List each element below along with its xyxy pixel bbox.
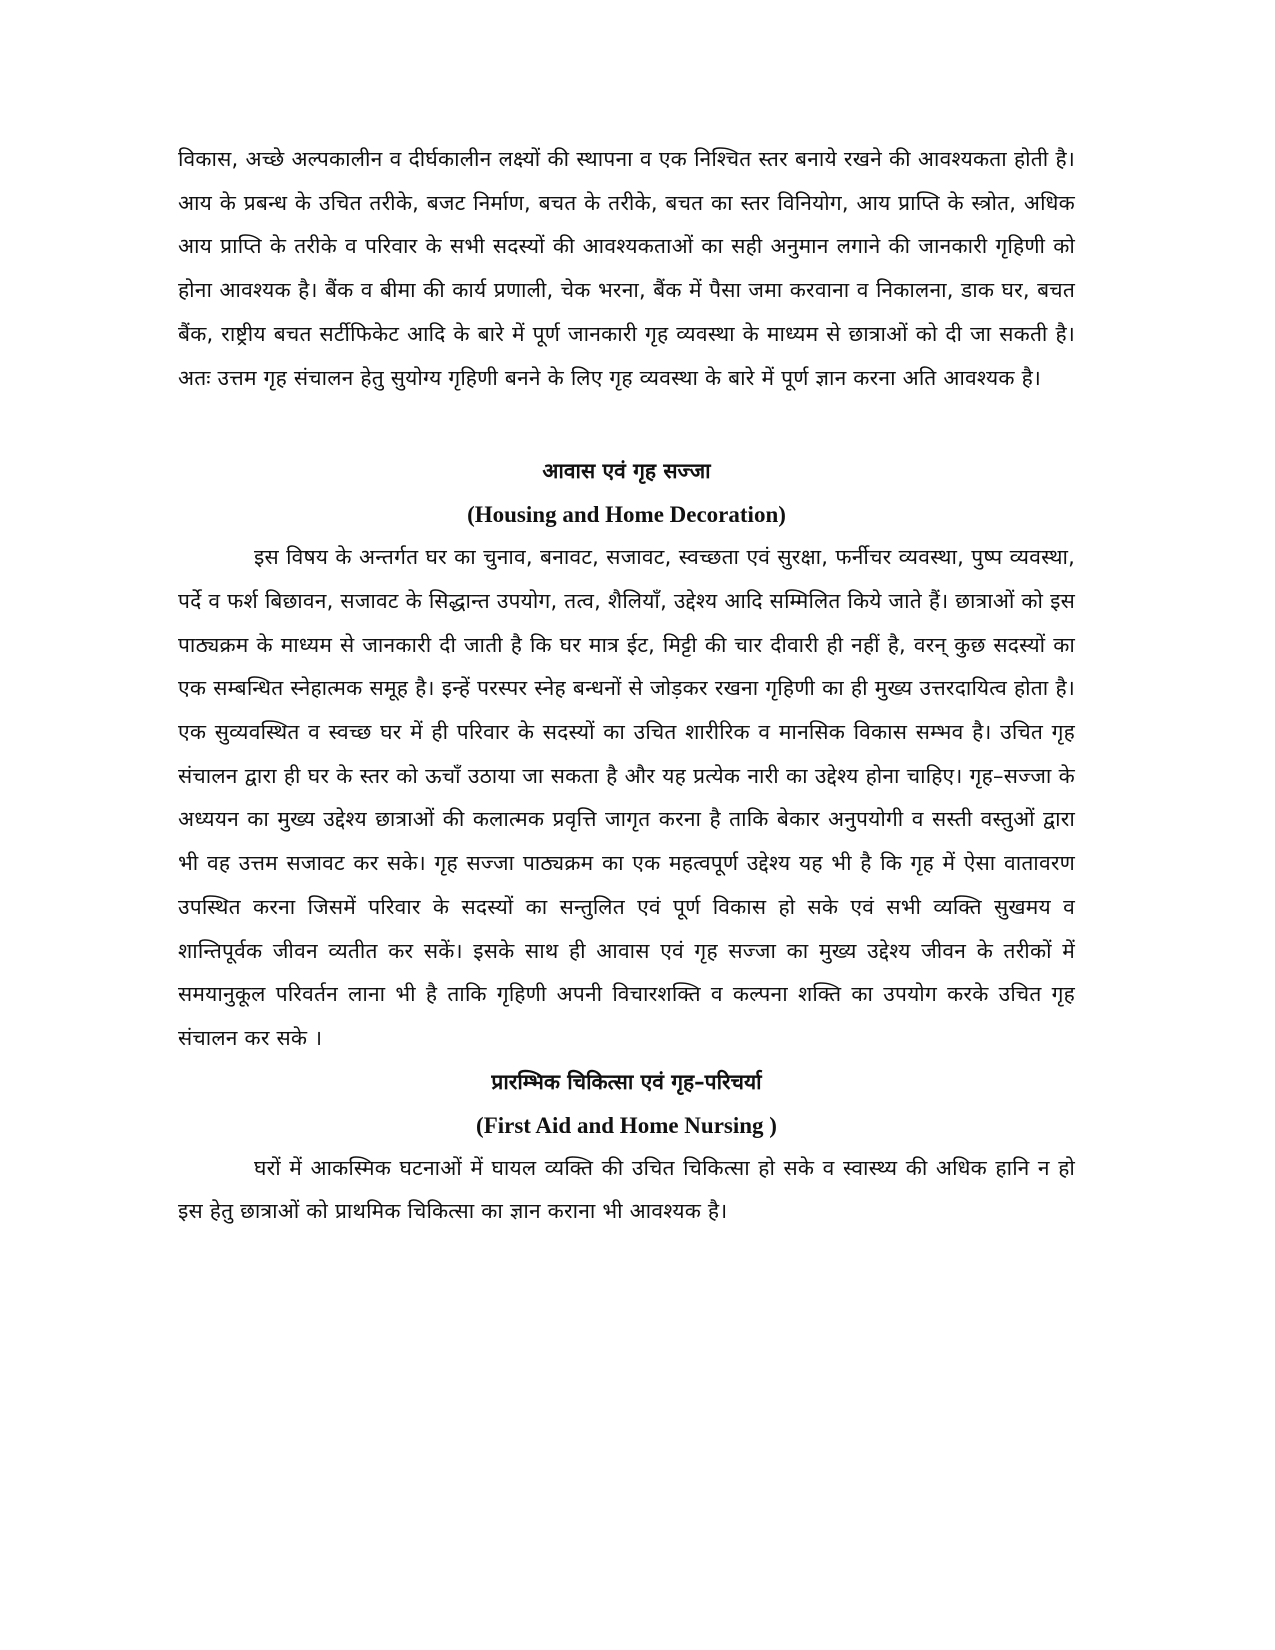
first-aid-section [178, 1061, 1075, 1234]
housing-paragraph: इस विषय के अन्तर्गत घर का चुनाव, बनावट, सजावट, स्वच्छता एवं सुरक्षा, फर्नीचर व्यवस्था, पुष्प व्यवस्था, पर्दे व फर्श बिछावन, सजावट के सिद्धान्त उपयोग, तत्व, शैलियाँ, उद्देश्य आदि सम्मिलित किये जाते हैं। छात्राओं को इस पाठ्यक्रम के माध्यम से जानकारी दी जाती है कि घर मात्र ईट, मिट्टी की चार दीवारी ही नहीं है, वरन् कुछ सदस्यों का एक सम्बन्धित स्नेहात्मक समूह है। इन्हें परस्पर स्नेह बन्धनों से जोड़कर रखना गृहिणी का ही मुख्य उत्तरदायित्व होता है। एक सुव्यवस्थित व स्वच्छ घर में ही परिवार के सदस्यों का उचित शारीरिक व मानसिक विकास सम्भव है। उचित गृह संचालन द्वारा ही घर के स्तर को ऊचाँ उठाया जा सकता है और यह प्रत्येक नारी का उद्देश्य होना चाहिए। गृह–सज्जा के अध्ययन का मुख्य उद्देश्य छात्राओं की कलात्मक प्रवृत्ति जागृत करना है ताकि बेकार अनुपयोगी व सस्ती वस्तुओं द्वारा भी वह उत्तम सजावट कर सके। गृह सज्जा पाठ्यक्रम का एक महत्वपूर्ण उद्देश्य यह भी है कि गृह में ऐसा वातावरण उपस्थित करना जिसमें परिवार के सदस्यों का सन्तुलित एवं पूर्ण विकास हो सके एवं सभी व्यक्ति सुखमय व शान्तिपूर्वक जीवन व्यतीत कर सकें। इसके साथ ही आवास एवं गृह सज्जा का मुख्य उद्देश्य जीवन के तरीकों में समयानुकूल परिवर्तन लाना भी है ताकि गृहिणी अपनी विचारशक्ति व कल्पना शक्ति का उपयोग करके उचित गृह संचालन कर सके । [178, 545, 1075, 1050]
section-spacer [178, 400, 1075, 450]
first-aid-heading-hindi: प्रारम्भिक चिकित्सा एवं गृह–परिचर्या [491, 1069, 762, 1094]
housing-section [178, 450, 1075, 1060]
first-aid-heading-english: (First Aid and Home Nursing ) [476, 1112, 777, 1138]
document-page [178, 138, 1075, 1234]
housing-heading-english: (Housing and Home Decoration) [467, 502, 786, 528]
intro-paragraph: विकास, अच्छे अल्पकालीन व दीर्घकालीन लक्ष्यों की स्थापना व एक निश्चित स्तर बनाये रखने की आवश्यकता होती है। आय के प्रबन्ध के उचित तरीके, बजट निर्माण, बचत के तरीके, बचत का स्तर विनियोग, आय प्राप्ति के स्त्रोत, अधिक आय प्राप्ति के तरीके व परिवार के सभी सदस्यों की आवश्यकताओं का सही अनुमान लगाने की जानकारी गृहिणी को होना आवश्यक है। बैंक व बीमा की कार्य प्रणाली, चेक भरना, बैंक में पैसा जमा करवाना व निकालना, डाक घर, बचत बैंक, राष्ट्रीय बचत सर्टीफिकेट आदि के बारे में पूर्ण जानकारी गृह व्यवस्था के माध्यम से छात्राओं को दी जा सकती है। अतः उत्तम गृह संचालन हेतु सुयोग्य गृहिणी बनने के लिए गृह व्यवस्था के बारे में पूर्ण ज्ञान करना अति आवश्यक है। [178, 147, 1075, 390]
first-aid-paragraph: घरों में आकस्मिक घटनाओं में घायल व्यक्ति की उचित चिकित्सा हो सके व स्वास्थ्य की अधिक हानि न हो इस हेतु छात्राओं को प्राथमिक चिकित्सा का ज्ञान कराना भी आवश्यक है। [178, 1155, 1075, 1224]
housing-heading-hindi: आवास एवं गृह सज्जा [542, 459, 711, 484]
